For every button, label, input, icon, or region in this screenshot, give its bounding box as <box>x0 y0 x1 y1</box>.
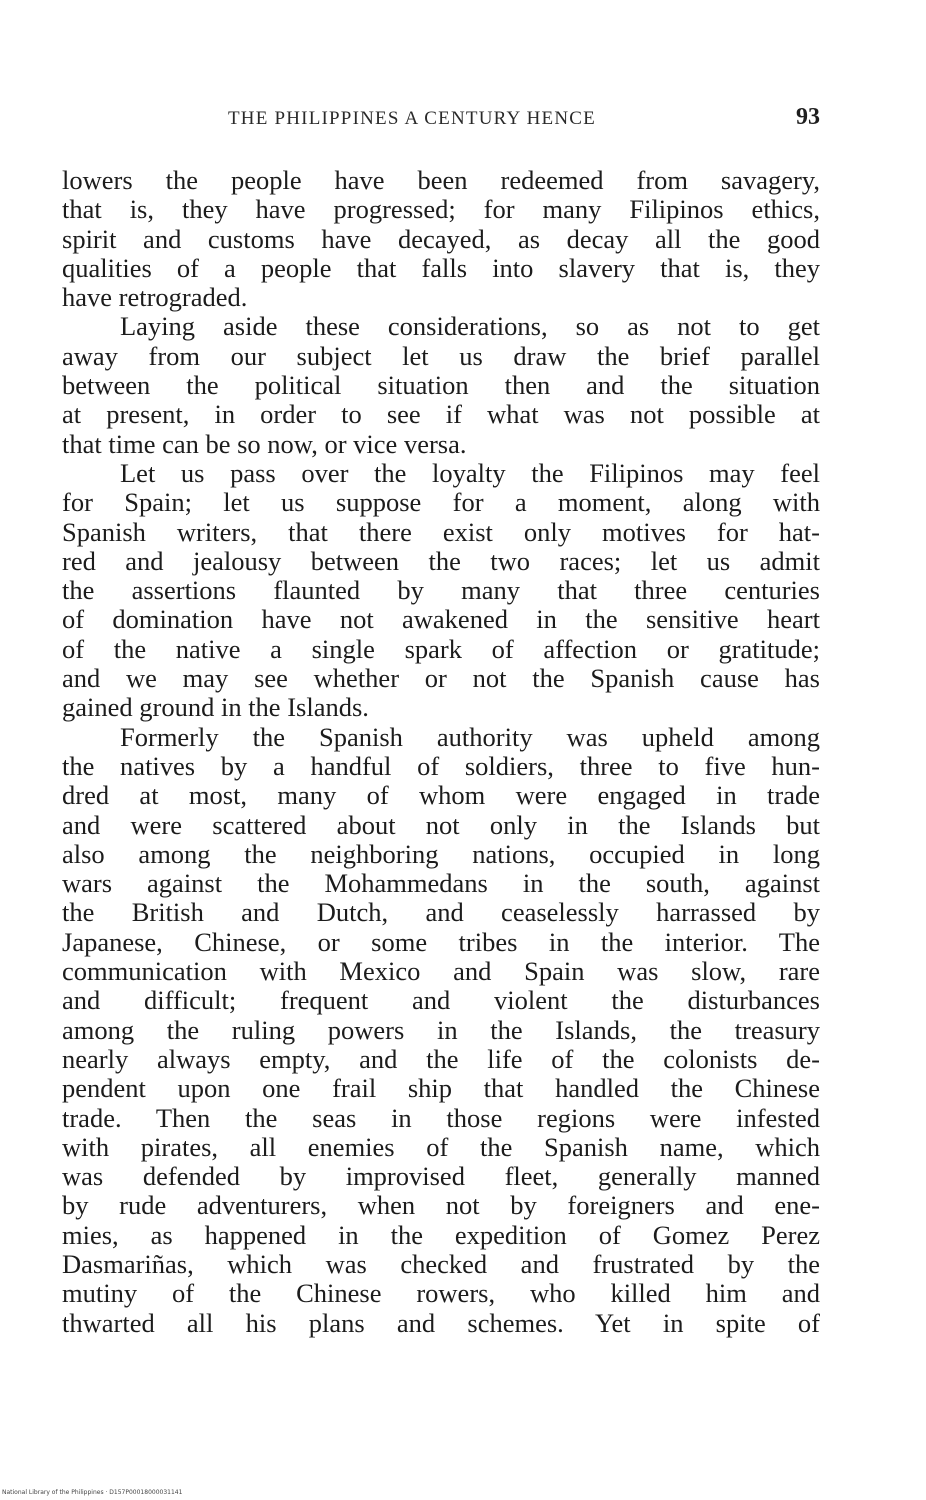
text-line: thwarted all his plans and schemes. Yet in spite of <box>62 1307 820 1338</box>
text-line: dred at most, many of whom were engaged in trade <box>62 780 820 811</box>
text-line: wars against the Mohammedans in the south, against <box>62 868 820 899</box>
text-line: pendent upon one frail ship that handled the Chinese <box>62 1073 820 1104</box>
body-text <box>62 166 820 1338</box>
running-title: THE PHILIPPINES A CENTURY HENCE <box>228 108 596 129</box>
text-line: Dasmariñas, which was checked and frustrated by the <box>62 1248 820 1279</box>
text-line: by rude adventurers, when not by foreigners and ene- <box>62 1190 820 1221</box>
page-header <box>228 102 820 138</box>
text-line: Spanish writers, that there exist only motives for hat- <box>62 516 820 547</box>
text-line: also among the neighboring nations, occupied in long <box>62 838 820 869</box>
text-line: the British and Dutch, and ceaselessly harrassed by <box>62 897 820 928</box>
paragraph <box>62 312 820 458</box>
paragraph <box>62 723 820 1338</box>
text-line: among the ruling powers in the Islands, the treasury <box>62 1014 820 1045</box>
text-line: Japanese, Chinese, or some tribes in the interior. The <box>62 926 820 957</box>
text-line: mies, as happened in the expedition of Gomez Perez <box>62 1219 820 1250</box>
text-line: communication with Mexico and Spain was slow, rare <box>62 956 820 987</box>
text-line: have retrograded. <box>62 282 248 313</box>
text-line: for Spain; let us suppose for a moment, along with <box>62 487 820 518</box>
text-line: Formerly the Spanish authority was upheld among <box>120 721 820 752</box>
paragraph <box>62 166 820 312</box>
text-line: between the political situation then and the situation <box>62 370 820 401</box>
page-number: 93 <box>796 104 820 130</box>
text-line: trade. Then the seas in those regions were infested <box>62 1102 820 1133</box>
text-line: lowers the people have been redeemed from savagery, <box>62 165 820 195</box>
text-line: red and jealousy between the two races; let us admit <box>62 545 820 576</box>
text-line: and were scattered about not only in the Islands but <box>62 809 820 840</box>
text-line: spirit and customs have decayed, as decay all the good <box>62 223 820 254</box>
text-line: Laying aside these considerations, so as not to get <box>120 311 820 342</box>
text-line: mutiny of the Chinese rowers, who killed him and <box>62 1278 820 1309</box>
text-line: qualities of a people that falls into slavery that is, they <box>62 252 820 283</box>
text-line: the natives by a handful of soldiers, three to five hun- <box>62 750 820 781</box>
text-line: nearly always empty, and the life of the colonists de- <box>62 1043 820 1074</box>
text-line: gained ground in the Islands. <box>62 692 369 723</box>
text-line: was defended by improvised fleet, generally manned <box>62 1161 820 1192</box>
text-line: and difficult; frequent and violent the disturbances <box>62 985 820 1016</box>
text-line: that time can be so now, or vice versa. <box>62 428 467 459</box>
source-footer: National Library of the Philippines · D157P00018000031141 <box>2 1489 183 1496</box>
text-line: with pirates, all enemies of the Spanish name, which <box>62 1131 820 1162</box>
paragraph <box>62 459 820 723</box>
text-line: at present, in order to see if what was not possible at <box>62 399 820 430</box>
text-line: that is, they have progressed; for many Filipinos ethics, <box>62 194 820 225</box>
text-line: of domination have not awakened in the sensitive heart <box>62 604 820 635</box>
text-line: of the native a single spark of affection or gratitude; <box>62 633 820 664</box>
text-line: Let us pass over the loyalty the Filipinos may feel <box>120 457 820 488</box>
text-line: and we may see whether or not the Spanish cause has <box>62 663 820 694</box>
text-line: away from our subject let us draw the brief parallel <box>62 340 820 371</box>
text-line: the assertions flaunted by many that three centuries <box>62 575 820 606</box>
